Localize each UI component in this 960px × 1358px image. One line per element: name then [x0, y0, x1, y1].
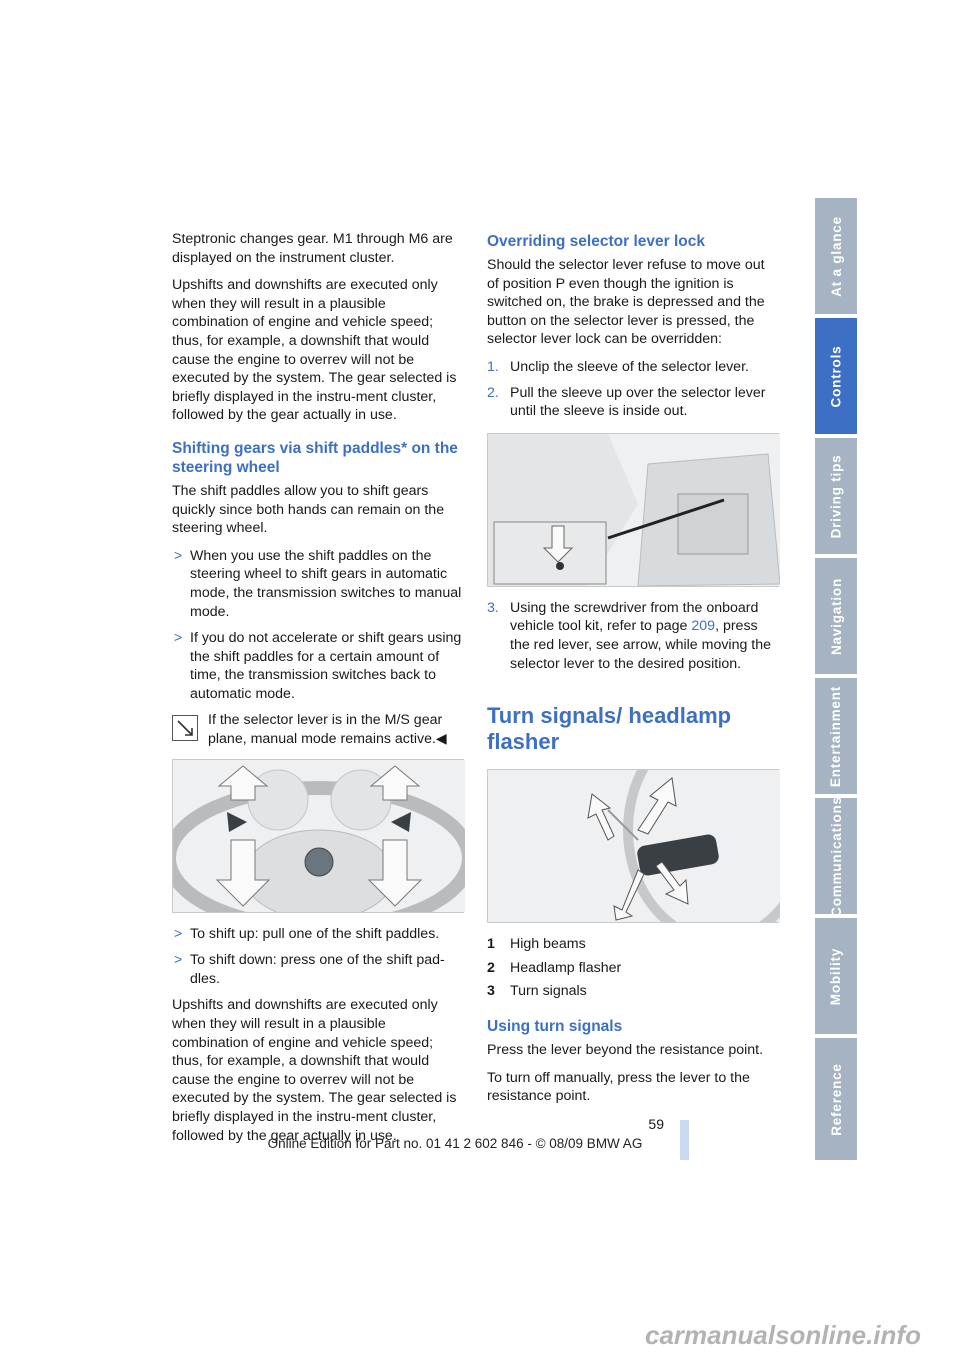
- tab-communications[interactable]: Communications: [815, 798, 857, 914]
- page-number: 59: [648, 1116, 664, 1132]
- note-text: If the selector lever is in the M/S gear plane, manual mode remains active.: [208, 712, 443, 748]
- chapter-tabs: [815, 198, 857, 1160]
- legend-label: Headlamp flasher: [510, 959, 622, 976]
- legend-number: 3: [487, 983, 495, 1000]
- bullet-item: > To shift down: press one of the shift pad-dles.: [174, 952, 445, 987]
- page-reference-link[interactable]: 209: [691, 618, 716, 635]
- legend-label: Turn signals: [510, 983, 587, 1000]
- paragraph: Steptronic changes gear. M1 through M6 are displayed on the instrument cluster.: [172, 231, 453, 266]
- footer-text: Online Edition for Part no. 01 41 2 602 846 - © 08/09 BMW AG: [267, 1136, 643, 1151]
- tab-controls[interactable]: Controls: [815, 318, 857, 434]
- legend-item: [487, 935, 779, 954]
- tab-entertainment[interactable]: Entertainment: [815, 678, 857, 794]
- bullet-marker: >: [174, 952, 183, 969]
- turn-signal-figure: [487, 769, 779, 923]
- subheading-shift-paddles: Shifting gears via shift paddles* on the steering wheel: [172, 439, 458, 476]
- legend-label: High beams: [510, 936, 586, 953]
- paragraph: Upshifts and downshifts are executed only when they will result in a plausible combination of engine and vehicle speed; thus, for example, a downshift that would cause the engine to overrev will not be executed by the system. The gear selected is briefly displayed in the instru-ment cluster, followed by the gear actually in use.: [172, 277, 457, 424]
- paragraph: Upshifts and downshifts are executed only when they will result in a plausible combination of engine and vehicle speed; thus, for example, a downshift that would cause the engine to overrev will not be executed by the system. The gear selected is briefly displayed in the instru-ment cluster, followed by the gear actually in use.: [172, 997, 457, 1144]
- step-item: 3. Using the screwdriver from the onboard vehicle tool kit, refer to page 209, press the red lever, see arrow, while moving the selector lever to the desired position.: [487, 599, 772, 672]
- bullet-marker: >: [174, 630, 183, 647]
- tab-at-a-glance[interactable]: At a glance: [815, 198, 857, 314]
- step-number: 1.: [487, 358, 499, 375]
- step-item: 1. Unclip the sleeve of the selector lever.: [487, 358, 749, 375]
- bullet-item: > To shift up: pull one of the shift paddles.: [174, 925, 440, 942]
- turn-signal-lever-illustration: [488, 770, 780, 922]
- selector-lever-illustration: [488, 434, 780, 586]
- legend-item: [487, 959, 779, 978]
- paragraph: Press the lever beyond the resistance point.: [487, 1041, 764, 1058]
- section-title-turn-signals: Turn signals/ headlamp flasher: [487, 703, 732, 755]
- tab-navigation[interactable]: Navigation: [815, 558, 857, 674]
- paragraph: To turn off manually, press the lever to the resistance point.: [487, 1069, 750, 1105]
- subheading-using-turn-signals: Using turn signals: [487, 1017, 623, 1035]
- step-item: 2. Pull the sleeve up over the selector lever until the sleeve is inside out.: [487, 384, 766, 420]
- step-number: 3.: [487, 599, 499, 616]
- bullet-item: > When you use the shift paddles on the steering wheel to shift gears in automatic mode, the transmission switches to manual mode.: [174, 547, 462, 620]
- selector-lever-figure: [487, 433, 779, 587]
- subheading-selector-lever-lock: Overriding selector lever lock: [487, 233, 705, 250]
- legend-number: 2: [487, 959, 495, 976]
- steering-wheel-illustration: [173, 760, 465, 912]
- note-block: [172, 711, 464, 748]
- end-mark: ◀: [435, 731, 447, 748]
- page-number-bar: [680, 1120, 689, 1160]
- paragraph: The shift paddles allow you to shift gears quickly since both hands can remain on the steering wheel.: [172, 482, 445, 537]
- step-number: 2.: [487, 384, 499, 401]
- legend-number: 1: [487, 936, 495, 953]
- bullet-marker: >: [174, 925, 183, 942]
- tab-mobility[interactable]: Mobility: [815, 918, 857, 1034]
- left-column: [172, 230, 464, 1154]
- bullet-marker: >: [174, 547, 183, 564]
- bullet-item: > If you do not accelerate or shift gears using the shift paddles for a certain amount of time, the transmission switches back to automatic mode.: [174, 630, 462, 702]
- right-column: [487, 230, 779, 1115]
- shift-paddles-figure: [172, 759, 464, 913]
- tab-reference[interactable]: Reference: [815, 1038, 857, 1160]
- watermark: carmanualsonline.info: [645, 1320, 921, 1350]
- legend-item: [487, 982, 779, 1001]
- note-icon: [172, 715, 198, 741]
- paragraph: Should the selector lever refuse to move out of position P even though the ignition is switched on, the brake is depressed and the button on the selector lever is pressed, the selector lever lock can be overridden:: [487, 257, 765, 348]
- tab-driving-tips[interactable]: Driving tips: [815, 438, 857, 554]
